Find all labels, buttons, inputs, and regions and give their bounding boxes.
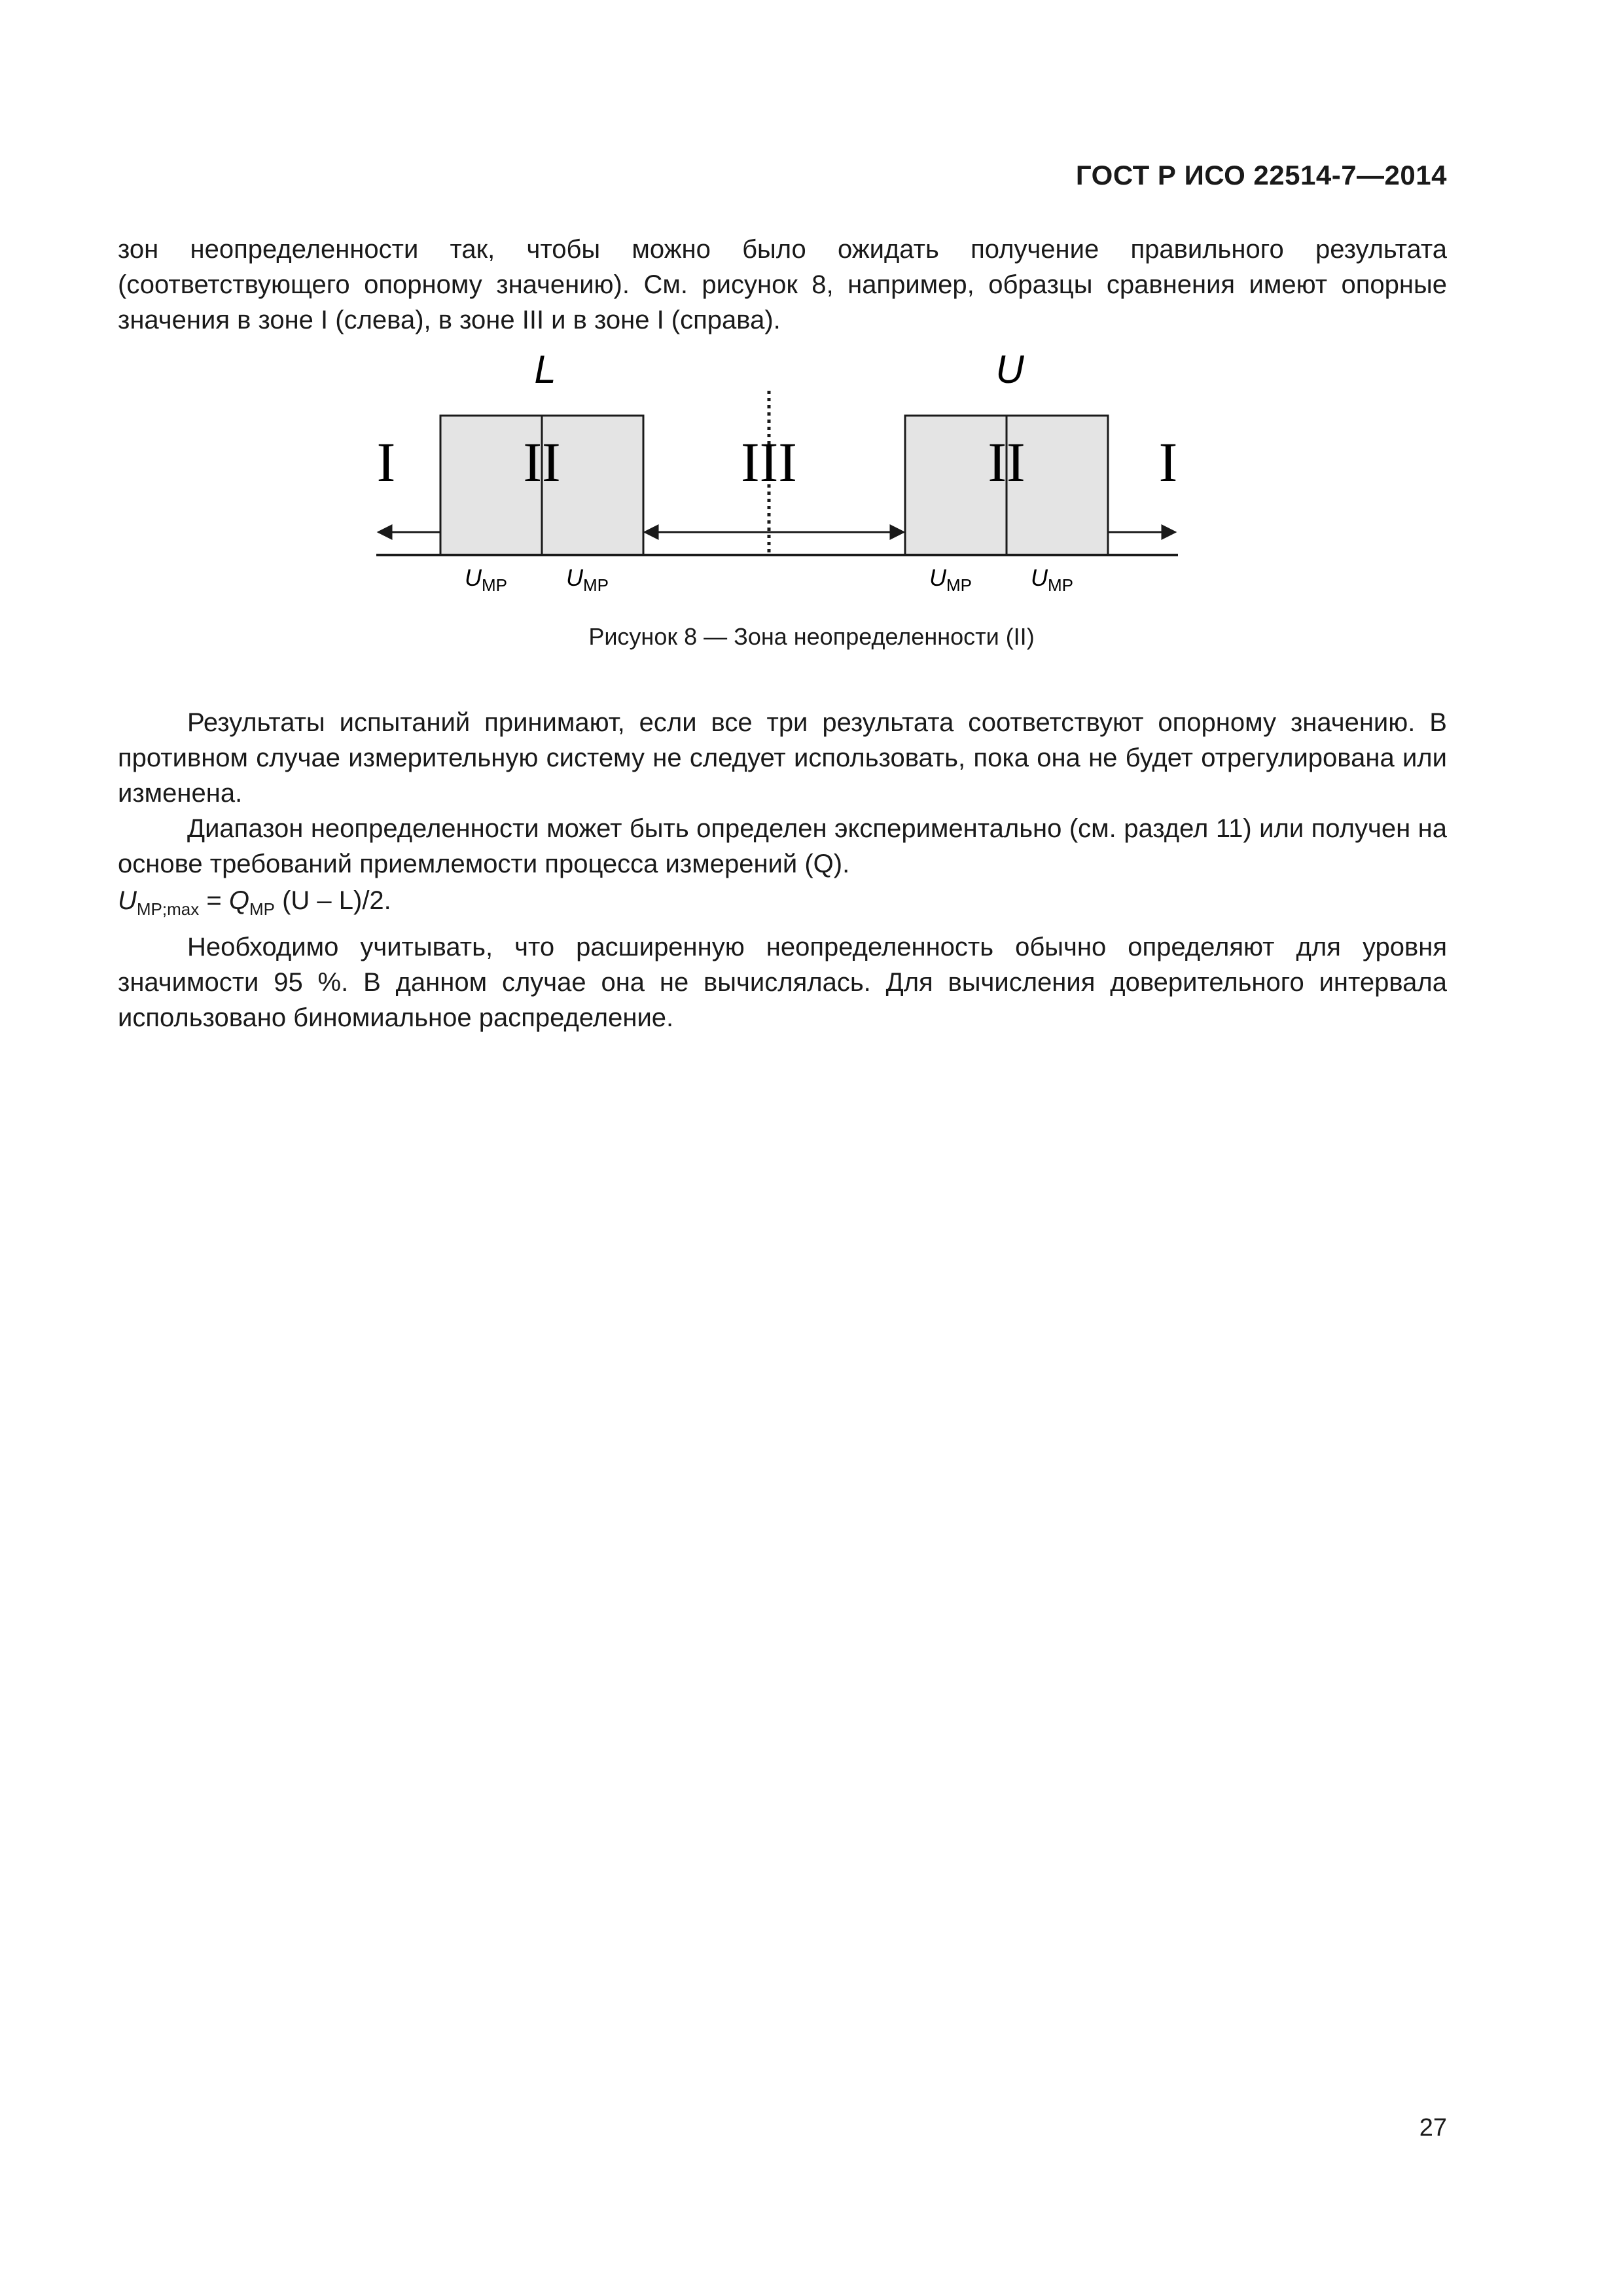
zone-left-II: II <box>523 431 561 493</box>
intro-paragraph: зон неопределенности так, чтобы можно было ожидать получение правильного результата (соответствующего опорному значению). См. рисунок 8, например, образцы сравнения имеют опорные значения в зоне I (слева), в зоне III и в зоне I (справа). <box>118 235 1447 334</box>
formula: $U_{MP;max} = Q_{MP}$ (U – L)/2. <box>118 886 391 919</box>
ump-label-4: $U_{MP}$ <box>1031 564 1073 595</box>
body-section <box>118 705 1447 1035</box>
paragraph-closing: Необходимо учитывать, что расширенную неопределенность обычно определяют для уровня значимости 95 %. В данном случае она не вычислялась. Для вычисления доверительного интервала использовано биномиальное распределение. <box>118 933 1447 1032</box>
paragraph-range: Диапазон неопределенности может быть определен экспериментально (см. раздел 11) или получен на основе требований приемлемости процесса измерений (Q). <box>118 814 1447 878</box>
intro-section <box>118 232 1447 338</box>
figure-8 <box>366 350 1191 599</box>
zone-left-I: I <box>376 431 396 493</box>
zone-III: III <box>741 431 797 493</box>
page-number: 27 <box>1419 2114 1447 2142</box>
document-header: ГОСТ Р ИСО 22514-7—2014 <box>1075 160 1447 190</box>
label-L: L <box>534 350 556 391</box>
paragraph-results: Результаты испытаний принимают, если все три результата соответствуют опорному значению. В противном случае измерительную систему не следует использовать, пока она не будет отрегулирована или изменена. <box>118 708 1447 808</box>
uncertainty-zone-diagram <box>366 350 1191 599</box>
figure-caption: Рисунок 8 — Зона неопределенности (II) <box>588 623 1035 650</box>
ump-label-2: $U_{MP}$ <box>566 564 609 595</box>
label-U: U <box>995 350 1024 391</box>
ump-label-1: $U_{MP}$ <box>465 564 507 595</box>
zone-right-I: I <box>1158 431 1178 493</box>
ump-label-3: $U_{MP}$ <box>929 564 972 595</box>
zone-right-II: II <box>988 431 1026 493</box>
